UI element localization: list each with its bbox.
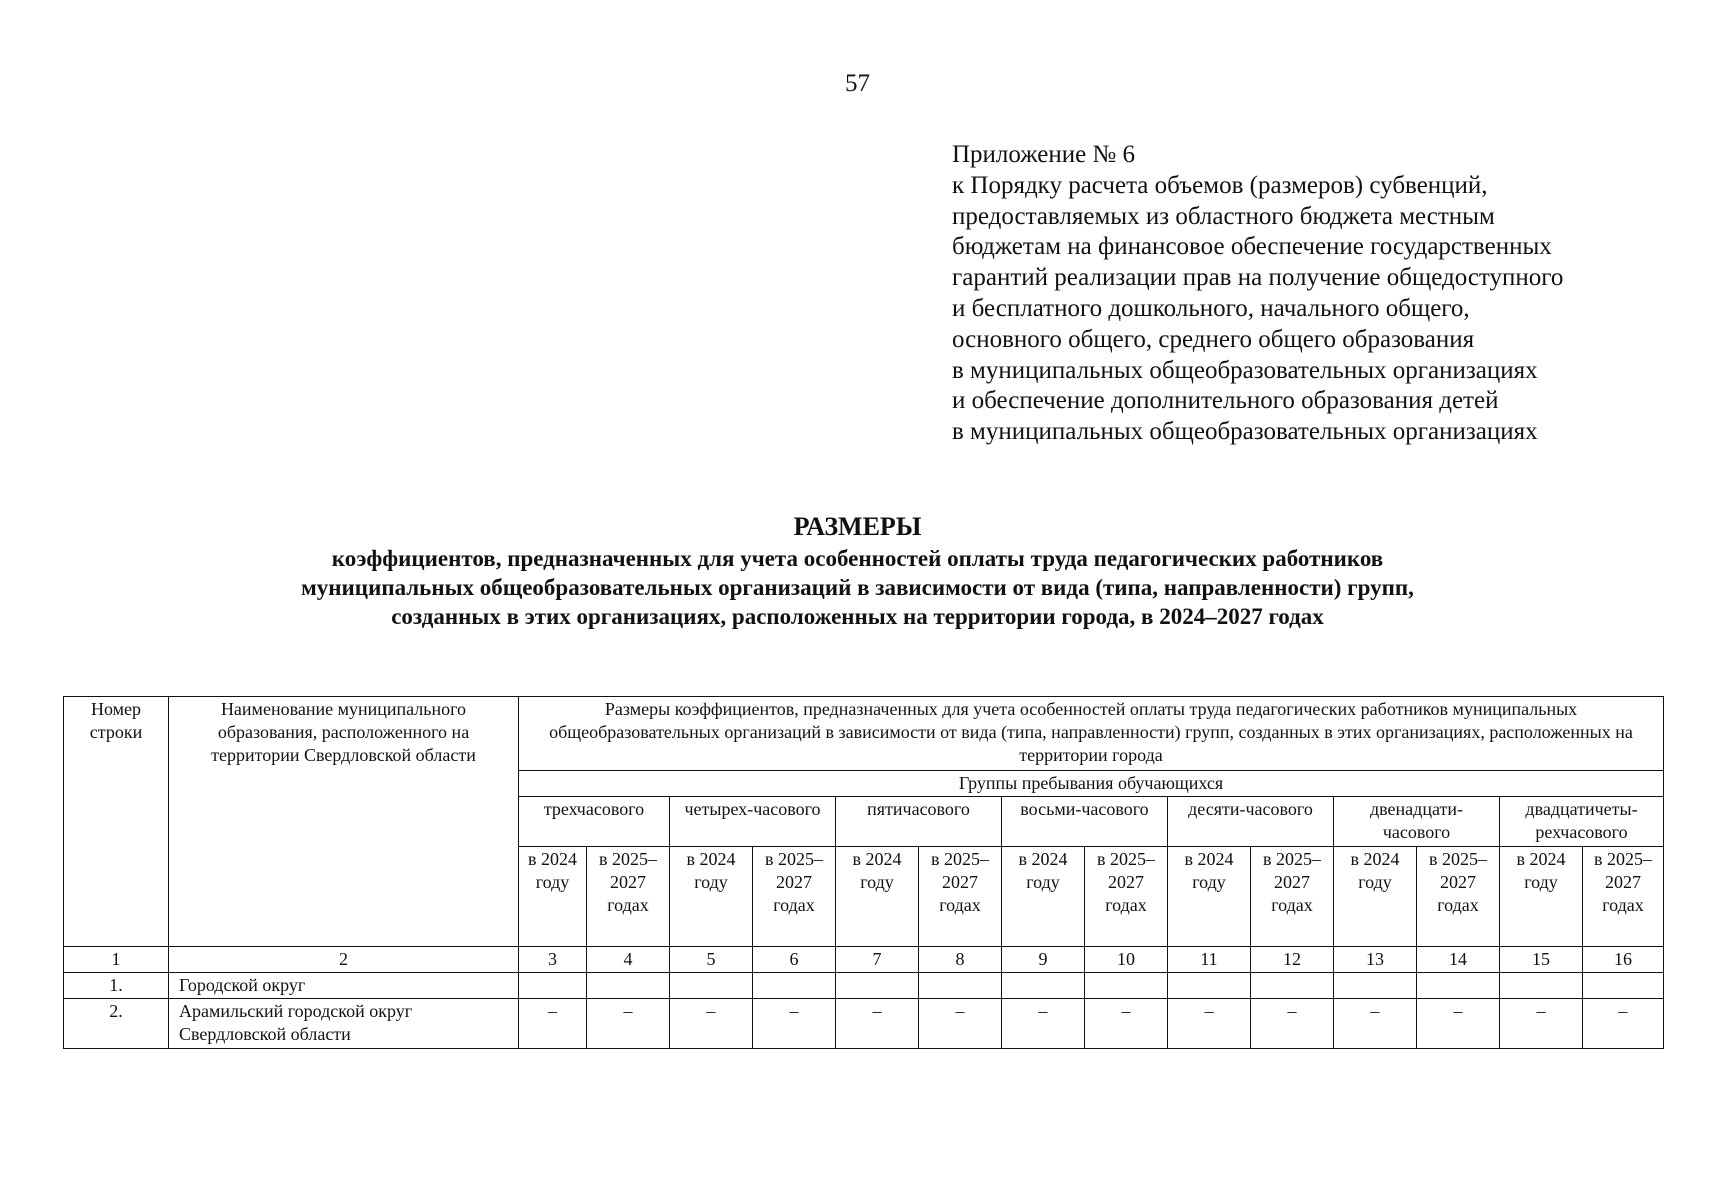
column-number: 13 [1334, 947, 1417, 973]
column-number: 3 [519, 947, 587, 973]
header-years-2025-2027: в 2025–2027 годах [1583, 847, 1664, 947]
document-title [0, 510, 1715, 631]
row-value [1251, 973, 1334, 999]
column-numbers-row [64, 947, 1664, 973]
title-sub-line: коэффициентов, предназначенных для учета особенностей оплаты труда педагогических работников [331, 546, 1384, 571]
header-years-2025-2027: в 2025–2027 годах [919, 847, 1002, 947]
header-group-24h: двадцатичеты-рехчасового [1500, 797, 1664, 847]
header-years-2025-2027: в 2025–2027 годах [1085, 847, 1168, 947]
row-value: – [1002, 999, 1085, 1049]
column-number: 10 [1085, 947, 1168, 973]
header-years-2025-2027: в 2025–2027 годах [587, 847, 670, 947]
header-year-2024: в 2024 году [1002, 847, 1085, 947]
row-value [587, 973, 670, 999]
header-year-2024: в 2024 году [1500, 847, 1583, 947]
header-group-4h: четырех-часового [670, 797, 836, 847]
header-coefficients: Размеры коэффициентов, предназначенных для учета особенностей оплаты труда педагогических работников муниципальных общеобразовательных организаций в зависимости от вида (типа, направленности) групп, созданных в этих организациях, расположенных на территории города [519, 697, 1664, 771]
row-value [919, 973, 1002, 999]
table-row [64, 973, 1664, 999]
appendix-line: и обеспечение дополнительного образования детей [952, 387, 1499, 415]
row-value [753, 973, 836, 999]
row-value: – [587, 999, 670, 1049]
appendix-line: Приложение № 6 [952, 141, 1136, 168]
header-years-2025-2027: в 2025–2027 годах [753, 847, 836, 947]
appendix-line: и бесплатного дошкольного, начального общего, [952, 294, 1470, 322]
row-value [1417, 973, 1500, 999]
column-number: 5 [670, 947, 753, 973]
header-year-2024: в 2024 году [836, 847, 919, 947]
row-value [519, 973, 587, 999]
row-value: – [1168, 999, 1251, 1049]
row-value [1334, 973, 1417, 999]
row-number: 2. [64, 999, 169, 1049]
header-groups: Группы пребывания обучающихся [519, 771, 1664, 797]
row-value: – [1334, 999, 1417, 1049]
column-number: 15 [1500, 947, 1583, 973]
header-year-2024: в 2024 году [1334, 847, 1417, 947]
header-municipality: Наименование муниципального образования, расположенного на территории Свердловской области [169, 697, 519, 947]
header-years-2025-2027: в 2025–2027 годах [1417, 847, 1500, 947]
row-value: – [1085, 999, 1168, 1049]
row-value [836, 973, 919, 999]
row-value: – [519, 999, 587, 1049]
appendix-line: бюджетам на финансовое обеспечение государственных [952, 233, 1552, 261]
page-number: 57 [845, 70, 870, 97]
row-municipality: Городской округ [169, 973, 519, 999]
header-years-2025-2027: в 2025–2027 годах [1251, 847, 1334, 947]
row-value [1168, 973, 1251, 999]
row-value: – [919, 999, 1002, 1049]
title-sub-line: созданных в этих организациях, расположенных на территории города, в 2024–2027 годах [391, 604, 1324, 629]
appendix-line: к Порядку расчета объемов (размеров) субвенций, [952, 171, 1488, 199]
header-group-10h: десяти-часового [1168, 797, 1334, 847]
title-main: РАЗМЕРЫ [793, 512, 922, 541]
appendix-line: в муниципальных общеобразовательных организациях [952, 418, 1538, 446]
row-value: – [753, 999, 836, 1049]
column-number: 9 [1002, 947, 1085, 973]
appendix-line: гарантий реализации прав на получение общедоступного [952, 264, 1564, 292]
column-number: 4 [587, 947, 670, 973]
row-value: – [1251, 999, 1334, 1049]
header-year-2024: в 2024 году [519, 847, 587, 947]
appendix-line: предоставляемых из областного бюджета местным [952, 202, 1495, 230]
column-number: 6 [753, 947, 836, 973]
row-value [1583, 973, 1664, 999]
column-number: 12 [1251, 947, 1334, 973]
row-value: – [670, 999, 753, 1049]
appendix-line: в муниципальных общеобразовательных организациях [952, 356, 1538, 384]
appendix-line: основного общего, среднего общего образования [952, 325, 1475, 353]
column-number: 1 [64, 947, 169, 973]
row-value: – [836, 999, 919, 1049]
column-number: 8 [919, 947, 1002, 973]
row-value [1085, 973, 1168, 999]
row-number: 1. [64, 973, 169, 999]
row-value: – [1500, 999, 1583, 1049]
table-row [64, 999, 1664, 1049]
header-year-2024: в 2024 году [670, 847, 753, 947]
column-number: 16 [1583, 947, 1664, 973]
column-number: 11 [1168, 947, 1251, 973]
row-municipality: Арамильский городской округ Свердловской области [169, 999, 519, 1049]
header-year-2024: в 2024 году [1168, 847, 1251, 947]
header-row-number: Номер строки [64, 697, 169, 947]
row-value: – [1583, 999, 1664, 1049]
appendix-reference [952, 140, 1692, 448]
title-sub-line: муниципальных общеобразовательных организаций в зависимости от вида (типа, направленности) групп, [301, 575, 1414, 600]
column-number: 14 [1417, 947, 1500, 973]
header-group-12h: двенадцати-часового [1334, 797, 1500, 847]
column-number: 7 [836, 947, 919, 973]
header-group-5h: пятичасового [836, 797, 1002, 847]
column-number: 2 [169, 947, 519, 973]
coefficients-table [63, 696, 1664, 1049]
header-group-3h: трехчасового [519, 797, 670, 847]
row-value [1500, 973, 1583, 999]
row-value [1002, 973, 1085, 999]
row-value [670, 973, 753, 999]
header-group-8h: восьми-часового [1002, 797, 1168, 847]
row-value: – [1417, 999, 1500, 1049]
